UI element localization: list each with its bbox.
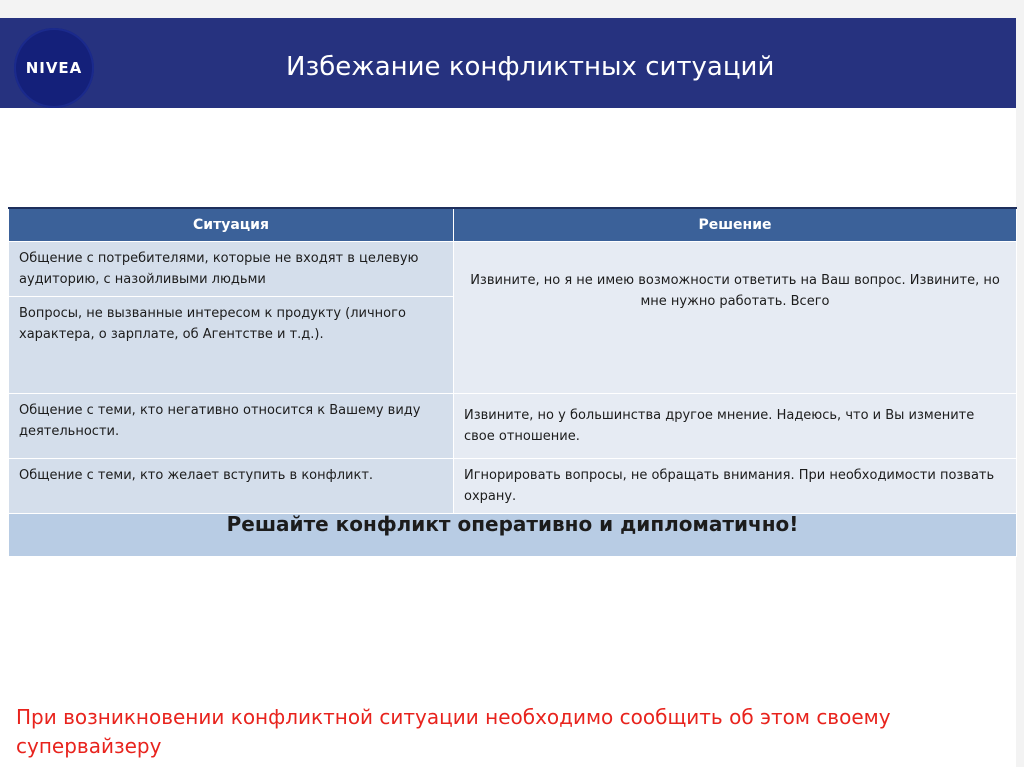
table-row xyxy=(9,394,1017,459)
supervisor-note: При возникновении конфликтной ситуации необходимо сообщить об этом своему супервайзеру xyxy=(16,705,891,758)
situation-cell: Общение с теми, кто желает вступить в конфликт. xyxy=(9,459,454,514)
summary-cell: Решайте конфликт оперативно и дипломатично! xyxy=(9,514,1017,557)
column-header-solution: Решение xyxy=(454,208,1017,242)
conflict-table xyxy=(8,207,1017,557)
situation-cell: Вопросы, не вызванные интересом к продукту (личного характера, о зарплате, об Агентстве и т.д.). xyxy=(9,297,454,394)
solution-cell: Извините, но я не имею возможности ответить на Ваш вопрос. Извините, но мне нужно работать. Всего xyxy=(454,242,1017,394)
nivea-logo xyxy=(14,28,94,108)
situation-cell: Общение с теми, кто негативно относится к Вашему виду деятельности. xyxy=(9,394,454,459)
solution-cell: Игнорировать вопросы, не обращать внимания. При необходимости позвать охрану. xyxy=(454,459,1017,514)
table-header-row xyxy=(9,208,1017,242)
table-footer-row xyxy=(9,514,1017,557)
situation-cell: Общение с потребителями, которые не входят в целевую аудиторию, с назойливыми людьми xyxy=(9,242,454,297)
logo-text: NIVEA xyxy=(25,59,83,77)
table-row xyxy=(9,242,1017,297)
top-strip xyxy=(0,0,1024,18)
column-header-situation: Ситуация xyxy=(9,208,454,242)
right-strip xyxy=(1016,0,1024,767)
table-row xyxy=(9,459,1017,514)
solution-cell: Извините, но у большинства другое мнение. Надеюсь, что и Вы измените свое отношение. xyxy=(454,394,1017,459)
page-title: Избежание конфликтных ситуаций xyxy=(286,52,775,82)
